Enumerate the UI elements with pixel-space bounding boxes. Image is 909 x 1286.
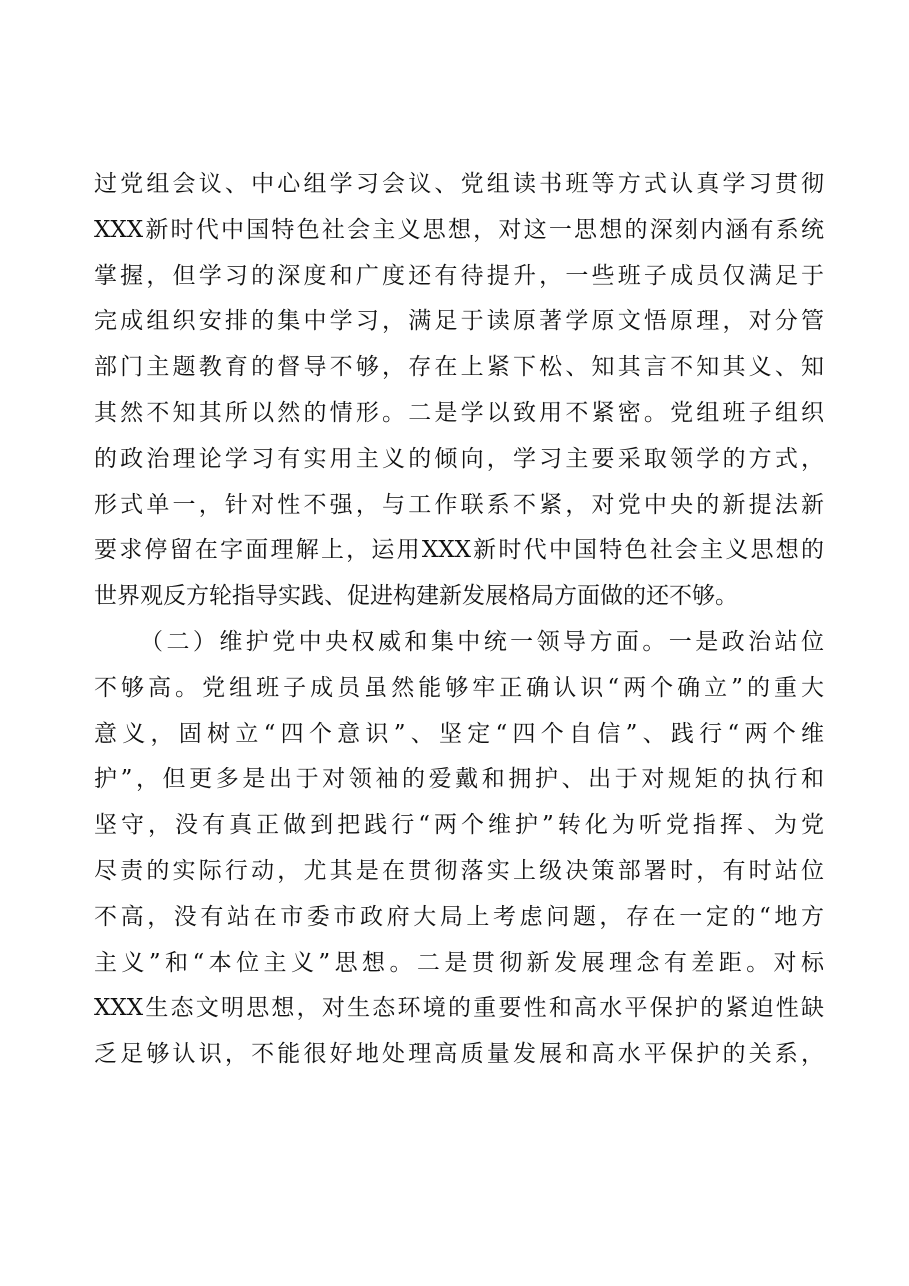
- text-line: 形式单一，针对性不强，与工作联系不紧，对党中央的新提法新: [94, 491, 824, 518]
- text-line: 其然不知其所以然的情形。二是学以致用不紧密。党组班子组织: [94, 399, 824, 426]
- text-line: 要求停留在字面理解上，运用XXX新时代中国特色社会主义思想的: [94, 537, 824, 564]
- text-line: 掌握，但学习的深度和广度还有待提升，一些班子成员仅满足于: [94, 262, 824, 289]
- text-line: 护”，但更多是出于对领袖的爱戴和拥护、出于对规矩的执行和: [94, 766, 824, 793]
- text-line: 过党组会议、中心组学习会议、党组读书班等方式认真学习贯彻: [94, 171, 824, 197]
- text-line: 尽责的实际行动，尤其是在贯彻落实上级决策部署时，有时站位: [94, 857, 824, 884]
- document-body: [94, 162, 824, 1078]
- text-line: 部门主题教育的督导不够，存在上紧下松、知其言不知其义、知: [94, 354, 824, 381]
- text-line: XXX生态文明思想，对生态环境的重要性和高水平保护的紧迫性缺: [94, 995, 824, 1022]
- section-heading-line: （二）维护党中央权威和集中统一领导方面。一是政治站位: [140, 628, 824, 655]
- text-line: 意义，固树立“四个意识”、坚定“四个自信”、践行“两个维: [94, 720, 824, 747]
- text-line: 主义”和“本位主义”思想。二是贯彻新发展理念有差距。对标: [94, 949, 824, 976]
- text-line: 的政治理论学习有实用主义的倾向，学习主要采取领学的方式，: [94, 445, 824, 472]
- text-line: XXX新时代中国特色社会主义思想，对这一思想的深刻内涵有系统: [94, 216, 824, 243]
- text-line: 乏足够认识，不能很好地处理高质量发展和高水平保护的关系，: [94, 1041, 824, 1068]
- text-line: 完成组织安排的集中学习，满足于读原著学原文悟原理，对分管: [94, 308, 824, 335]
- text-line: 不高，没有站在市委市政府大局上考虑问题，存在一定的“地方: [94, 903, 824, 930]
- text-line: 坚守，没有真正做到把践行“两个维护”转化为听党指挥、为党: [94, 812, 824, 839]
- text-line: 不够高。党组班子成员虽然能够牢正确认识“两个确立”的重大: [94, 674, 824, 701]
- text-line: 世界观反方轮指导实践、促进构建新发展格局方面做的还不够。: [94, 583, 738, 610]
